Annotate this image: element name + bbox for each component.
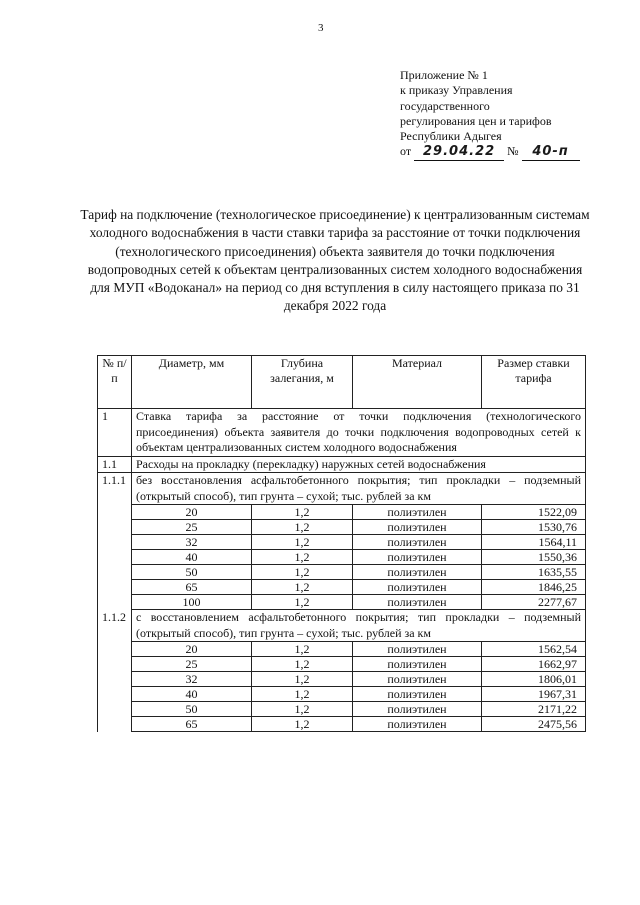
material-cell: полиэтилен (353, 595, 482, 610)
appendix-line: к приказу Управления (400, 83, 513, 98)
table-row (98, 642, 586, 657)
material-cell: полиэтилен (353, 550, 482, 565)
depth-cell: 1,2 (252, 642, 353, 657)
depth-cell: 1,2 (252, 702, 353, 717)
row-description: без восстановления асфальтобетонного покрытия; тип прокладки – подземный (открытый способ), тип грунта – сухой; тыс. рублей за км (132, 473, 586, 505)
depth-cell: 1,2 (252, 580, 353, 595)
order-date-number (400, 144, 625, 160)
rate-cell: 1967,31 (482, 687, 586, 702)
diameter-cell: 50 (132, 565, 252, 580)
row-description: Ставка тарифа за расстояние от точки подключения (технологического присоединения) объекта заявителя до точки подключения водопроводных сетей к объектам централизованных систем холодного водоснабжения (132, 409, 586, 457)
table-row (98, 565, 586, 580)
row-number: 1.1.2 (98, 610, 132, 732)
header-depth: Глубина залегания, м (252, 356, 353, 409)
table-row (98, 610, 586, 642)
material-cell: полиэтилен (353, 687, 482, 702)
material-cell: полиэтилен (353, 565, 482, 580)
header-num: № п/п (98, 356, 132, 409)
order-number: 40-п (532, 144, 569, 160)
appendix-block (400, 68, 625, 161)
date-prefix: от (400, 144, 412, 159)
rate-cell: 1662,97 (482, 657, 586, 672)
table-row (98, 595, 586, 610)
order-date: 29.04.22 (423, 144, 496, 160)
group-1-1-1 (98, 473, 586, 610)
diameter-cell: 65 (132, 580, 252, 595)
rate-cell: 2171,22 (482, 702, 586, 717)
depth-cell: 1,2 (252, 687, 353, 702)
depth-cell: 1,2 (252, 565, 353, 580)
row-number: 1.1.1 (98, 473, 132, 610)
rate-cell: 1550,36 (482, 550, 586, 565)
material-cell: полиэтилен (353, 580, 482, 595)
table-header-row (98, 356, 586, 409)
table-row (98, 687, 586, 702)
table-row (98, 520, 586, 535)
header-material: Материал (353, 356, 482, 409)
table-row (98, 409, 586, 457)
appendix-line: государственного (400, 98, 490, 113)
table-row (98, 473, 586, 505)
tariff-table (97, 355, 586, 732)
rate-cell: 2277,67 (482, 595, 586, 610)
page-number: 3 (318, 22, 324, 34)
depth-cell: 1,2 (252, 520, 353, 535)
table-row (98, 505, 586, 520)
material-cell: полиэтилен (353, 672, 482, 687)
material-cell: полиэтилен (353, 642, 482, 657)
header-rate: Размер ставки тарифа (482, 356, 586, 409)
rate-cell: 1522,09 (482, 505, 586, 520)
material-cell: полиэтилен (353, 657, 482, 672)
material-cell: полиэтилен (353, 702, 482, 717)
rate-cell: 2475,56 (482, 717, 586, 732)
table-row (98, 702, 586, 717)
diameter-cell: 50 (132, 702, 252, 717)
rate-cell: 1806,01 (482, 672, 586, 687)
diameter-cell: 32 (132, 535, 252, 550)
material-cell: полиэтилен (353, 717, 482, 732)
row-number: 1 (98, 409, 132, 457)
document-title: Тариф на подключение (технологическое присоединение) к централизованным системам холодного водоснабжения в части ставки тарифа за расстояние от точки подключения (технологического присоединения) объекта заявителя до точки подключения водопроводных сетей к объектам централизованных систем холодного водоснабжения для МУП «Водоканал» на период со дня вступления в силу настоящего приказа по 31 декабря 2022 года (80, 207, 590, 314)
depth-cell: 1,2 (252, 717, 353, 732)
table-row (98, 535, 586, 550)
diameter-cell: 40 (132, 550, 252, 565)
table-row (98, 580, 586, 595)
depth-cell: 1,2 (252, 657, 353, 672)
table-row (98, 550, 586, 565)
number-prefix: № (507, 144, 519, 159)
depth-cell: 1,2 (252, 550, 353, 565)
appendix-line: регулирования цен и тарифов (400, 113, 552, 128)
diameter-cell: 20 (132, 505, 252, 520)
table-row (98, 672, 586, 687)
diameter-cell: 65 (132, 717, 252, 732)
depth-cell: 1,2 (252, 672, 353, 687)
material-cell: полиэтилен (353, 520, 482, 535)
row-description: Расходы на прокладку (перекладку) наружных сетей водоснабжения (132, 456, 586, 473)
material-cell: полиэтилен (353, 535, 482, 550)
table-row (98, 456, 586, 473)
material-cell: полиэтилен (353, 505, 482, 520)
table-row (98, 657, 586, 672)
diameter-cell: 40 (132, 687, 252, 702)
row-description: с восстановлением асфальтобетонного покрытия; тип прокладки – подземный (открытый способ), тип грунта – сухой; тыс. рублей за км (132, 610, 586, 642)
rate-cell: 1564,11 (482, 535, 586, 550)
rate-cell: 1635,55 (482, 565, 586, 580)
diameter-cell: 20 (132, 642, 252, 657)
group-1-1-2 (98, 610, 586, 732)
appendix-line: Республики Адыгея (400, 129, 502, 144)
table-row (98, 717, 586, 732)
depth-cell: 1,2 (252, 595, 353, 610)
depth-cell: 1,2 (252, 505, 353, 520)
diameter-cell: 32 (132, 672, 252, 687)
header-diameter: Диаметр, мм (132, 356, 252, 409)
diameter-cell: 25 (132, 657, 252, 672)
diameter-cell: 25 (132, 520, 252, 535)
diameter-cell: 100 (132, 595, 252, 610)
row-number: 1.1 (98, 456, 132, 473)
rate-cell: 1846,25 (482, 580, 586, 595)
rate-cell: 1530,76 (482, 520, 586, 535)
appendix-line: Приложение № 1 (400, 68, 488, 82)
depth-cell: 1,2 (252, 535, 353, 550)
rate-cell: 1562,54 (482, 642, 586, 657)
